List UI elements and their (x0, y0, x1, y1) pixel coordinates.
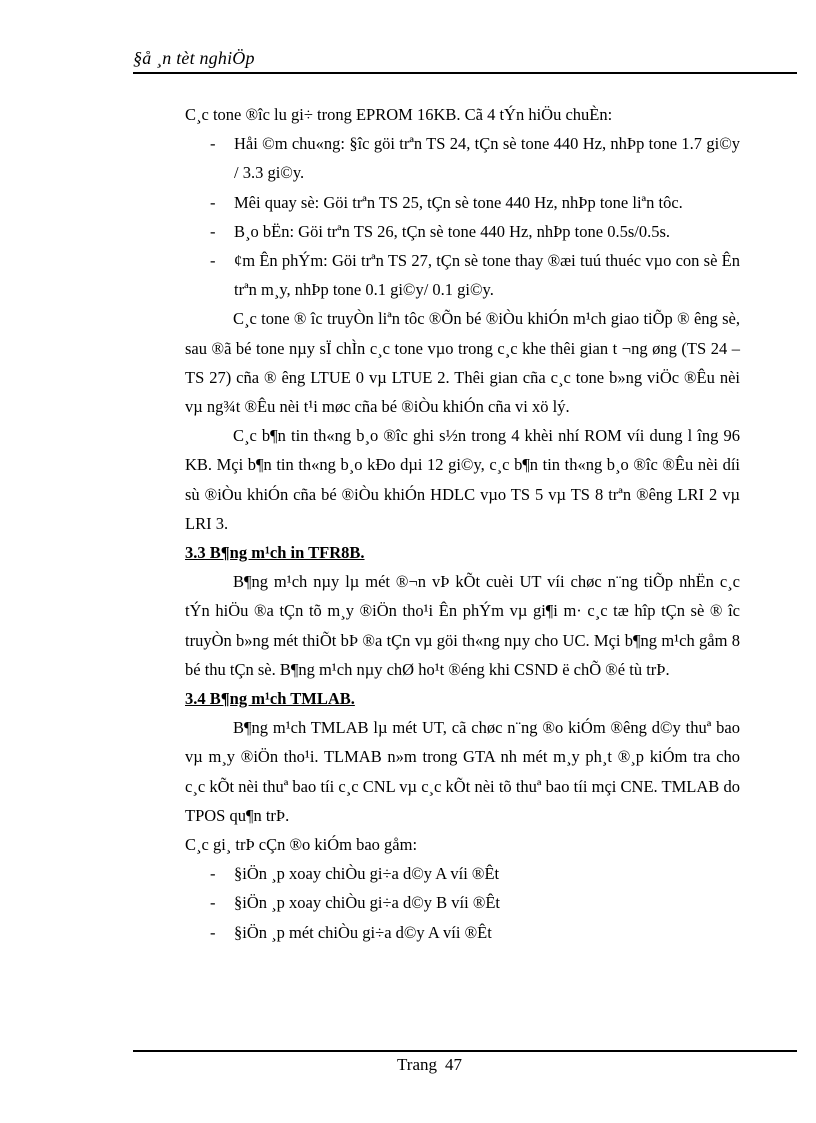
list-item: - Håi ©m chu«ng: §îc göi trªn TS 24, tÇn sè tone 440 Hz, nhÞp tone 1.7 gi©y / 3.3 gi©y. (210, 134, 740, 183)
list-item: - §iÖn ¸p xoay chiÒu gi÷a d©y B víi ®Êt (210, 893, 501, 913)
list-item: - §iÖn ¸p xoay chiÒu gi÷a d©y A víi ®Êt (210, 864, 500, 884)
list-item: - §iÖn ¸p mét chiÒu gi÷a d©y A víi ®Êt (210, 922, 492, 942)
section-heading-3-4: 3.4 B¶ng m¹ch TMLAB. (185, 689, 355, 709)
page-header-title: §å ¸n tèt nghiÖp (133, 48, 255, 68)
list-item: - ¢m Ên phÝm: Göi trªn TS 27, tÇn sè tone thay ®æi tuú thuéc vµo con sè Ên trªn m¸y, nhÞp tone 0.1 gi©y/ 0.1 gi©y. (210, 251, 740, 300)
tones-intro: C¸c tone ®îc lu gi÷ trong EPROM 16KB. Cã 4 tÝn hiÖu chuÈn: (185, 105, 613, 124)
page-number: 47 (445, 1055, 462, 1074)
tones-paragraph: C¸c tone ® îc truyÒn liªn tôc ®Õn bé ®iÒu khiÓn m¹ch giao tiÕp ® êng sè, sau ®ã bé tone nµy sÏ chÌn c¸c tone vµo trong c¸c khe thêi gian t ¬ng øng (TS 24 – TS 27) cña ® êng LTUE 0 vµ LTUE 2. Thêi gian cña c¸c tone b»ng viÖc ®Êu nèi vµ ng¾t ®Êu nèi t¹i møc cña bé ®iÒu khiÓn cña vi xö lý. (185, 309, 740, 417)
tone-list (185, 129, 740, 304)
footer-divider (133, 1050, 797, 1052)
list-item: - B¸o bËn: Göi trªn TS 26, tÇn sè tone 440 Hz, nhÞp tone 0.5s/0.5s. (210, 221, 670, 241)
footer-label: Trang (397, 1055, 437, 1074)
section-3-4-body: B¶ng m¹ch TMLAB lµ mét UT, cã chøc n¨ng ®o kiÓm ®êng d©y thuª bao vµ m¸y ®iÖn tho¹i. TLMAB n»m trong GTA nh mét m¸y ph¸t ®¸p kiÓm tra cho c¸c kÕt nèi thuª bao tíi c¸c CNL vµ c¸c kÕt nèi tõ thuª bao tíi mçi CNE. TMLAB do TPOS qu¶n trÞ. (185, 718, 740, 825)
measurements-intro: C¸c gi¸ trÞ cÇn ®o kiÓm bao gåm: (185, 835, 418, 855)
messages-paragraph: C¸c b¶n tin th«ng b¸o ®îc ghi s½n trong 4 khèi nhí ROM víi dung l îng 96 KB. Mçi b¶n tin th«ng b¸o kÐo dµi 12 gi©y, c¸c b¶n tin th«ng b¸o ®îc ®Êu nèi díi sù ®iÒu khiÓn cña bé ®iÒu khiÓn HDLC vµo TS 5 vµ TS 8 trªn ®êng LRI 2 vµ LRI 3. (185, 426, 740, 533)
page-footer (397, 1055, 470, 1075)
document-body (185, 100, 740, 947)
measurement-list (185, 859, 740, 947)
section-3-3-body: B¶ng m¹ch nµy lµ mét ®¬n vÞ kÕt cuèi UT víi chøc n¨ng tiÕp nhËn c¸c tÝn hiÖu ®a tÇn tõ m¸y ®iÖn tho¹i Ên phÝm vµ gi¶i m· c¸c tæ hîp tÇn sè ® îc truyÒn b»ng mét thiÕt bÞ ®a tÇn vµ göi th«ng nµy cho UC. Mçi b¶ng m¹ch gåm 8 bé thu tÇn sè. B¶ng m¹ch nµy chØ ho¹t ®éng khi CSND ë chÕ ®é tù trÞ. (185, 572, 740, 679)
section-heading-3-3: 3.3 B¶ng m¹ch in TFR8B. (185, 543, 365, 563)
header-divider (133, 72, 797, 74)
list-item: - Mêi quay sè: Göi trªn TS 25, tÇn sè tone 440 Hz, nhÞp tone liªn tôc. (210, 192, 683, 212)
